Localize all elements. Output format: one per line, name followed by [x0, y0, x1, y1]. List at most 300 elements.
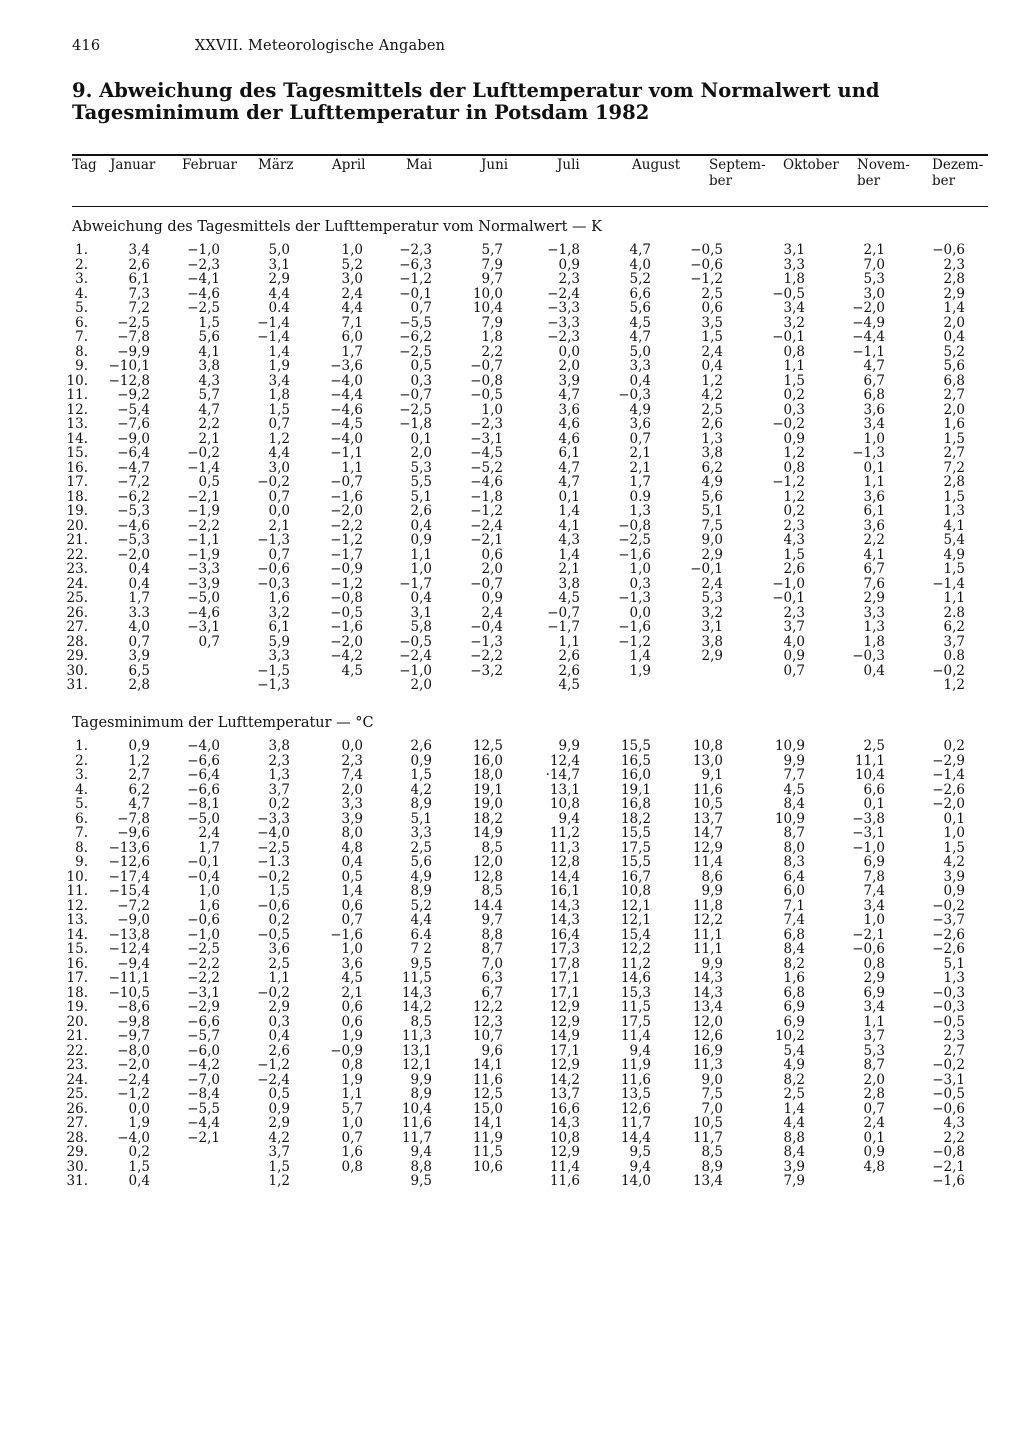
value-cell: 14,0 [620, 1173, 651, 1189]
value-cell: −2,3 [470, 416, 503, 432]
value-cell: −4,4 [330, 387, 363, 403]
value-cell: 1,0 [410, 561, 432, 577]
day-label: 16. [66, 459, 88, 476]
value-cell: 5,0 [268, 242, 290, 258]
value-cell: −2,1 [187, 1129, 220, 1146]
value-cell: −2,5 [399, 401, 432, 418]
column-header-6: Juni [481, 157, 509, 173]
value-cell: 2,5 [701, 285, 723, 302]
value-cell: −0,3 [852, 648, 885, 664]
value-cell: 1,3 [863, 619, 885, 635]
value-cell: −5,2 [470, 459, 503, 476]
table-row [0, 577, 1024, 592]
value-cell: −2,9 [187, 999, 220, 1015]
day-label: 9. [75, 358, 88, 374]
table-row [0, 664, 1024, 679]
value-cell: −1,2 [257, 1057, 290, 1073]
value-cell: −4,6 [187, 604, 220, 621]
value-cell: 10,6 [472, 1158, 503, 1175]
day-label: 14. [66, 430, 88, 447]
value-cell: −15,4 [108, 883, 150, 899]
value-cell: 9,7 [481, 271, 503, 287]
column-header-4: April [332, 157, 366, 173]
table-row [0, 562, 1024, 577]
value-cell: 1,0 [341, 941, 363, 957]
value-cell: −2,1 [470, 532, 503, 548]
value-cell: −4,0 [330, 372, 363, 389]
table-row [0, 1116, 1024, 1131]
column-header-8: August [632, 157, 681, 173]
value-cell: −2,2 [187, 970, 220, 986]
value-cell: 6,7 [481, 984, 503, 1001]
table-row [0, 812, 1024, 827]
value-cell: −0,5 [330, 604, 363, 621]
value-cell: −1,3 [257, 677, 290, 693]
value-cell: 3,6 [863, 488, 885, 505]
value-cell: 4,0 [783, 633, 805, 650]
value-cell: −1,2 [690, 271, 723, 287]
value-cell: 8,9 [410, 883, 432, 899]
value-cell: 2,4 [481, 604, 503, 621]
value-cell: 2,5 [863, 738, 885, 754]
value-cell: 2,9 [268, 999, 290, 1015]
value-cell: −0,7 [547, 604, 580, 621]
value-cell: 14,3 [549, 1115, 580, 1131]
value-cell: 14,2 [401, 999, 432, 1015]
value-cell: 1,0 [198, 883, 220, 899]
value-cell: 8,0 [783, 839, 805, 856]
value-cell: 16,4 [549, 926, 580, 943]
table-row [0, 301, 1024, 316]
value-cell: −9,7 [117, 1028, 150, 1044]
table-row [0, 388, 1024, 403]
value-cell: 5,6 [198, 329, 220, 345]
value-cell: 4,5 [629, 314, 651, 331]
value-cell: 11,2 [620, 955, 651, 972]
value-cell: 0,4 [268, 1028, 290, 1044]
value-cell: 13,0 [692, 752, 723, 769]
value-cell: −0,6 [932, 242, 965, 258]
value-cell: −4,0 [257, 825, 290, 841]
value-cell: 1,8 [783, 271, 805, 287]
value-cell: −1,6 [618, 619, 651, 635]
value-cell: 9,5 [410, 1173, 432, 1189]
table-row [0, 678, 1024, 693]
value-cell: 9,5 [629, 1144, 651, 1160]
value-cell: 2,5 [701, 401, 723, 418]
value-cell: −12,6 [108, 854, 150, 870]
value-cell: −0,8 [932, 1144, 965, 1160]
value-cell: 6,0 [783, 883, 805, 899]
value-cell: 0,1 [863, 796, 885, 812]
value-cell: 1,5 [783, 546, 805, 563]
value-cell: 17,5 [620, 1013, 651, 1030]
value-cell: 0,4 [128, 1173, 150, 1189]
table-row [0, 841, 1024, 856]
value-cell: 4,5 [783, 781, 805, 798]
value-cell: −1,5 [257, 662, 290, 679]
value-cell: −17,4 [108, 868, 150, 885]
value-cell: 14,7 [692, 825, 723, 841]
value-cell: 3,1 [701, 619, 723, 635]
value-cell: 14,1 [472, 1057, 503, 1073]
value-cell: −4,0 [117, 1129, 150, 1146]
value-cell: 3,7 [268, 1144, 290, 1160]
value-cell: 0,7 [268, 546, 290, 563]
value-cell: 3,9 [943, 868, 965, 885]
value-cell: 1,5 [410, 767, 432, 783]
value-cell: −1,2 [618, 633, 651, 650]
value-cell: −7,0 [187, 1071, 220, 1088]
value-cell: 4,3 [783, 532, 805, 548]
value-cell: 9,4 [629, 1042, 651, 1059]
value-cell: 3,3 [783, 256, 805, 273]
value-cell: 11,1 [692, 926, 723, 943]
value-cell: 4,7 [558, 387, 580, 403]
value-cell: −2,5 [117, 314, 150, 331]
value-cell: 9,9 [701, 883, 723, 899]
value-cell: 0,2 [783, 503, 805, 519]
value-cell: −2,0 [117, 546, 150, 563]
value-cell: 2,5 [783, 1086, 805, 1102]
value-cell: −0,6 [257, 561, 290, 577]
value-cell: 1,1 [341, 459, 363, 476]
value-cell: 1,0 [863, 430, 885, 447]
value-cell: −9,9 [117, 343, 150, 360]
value-cell: 1,6 [943, 416, 965, 432]
table-row [0, 986, 1024, 1001]
value-cell: 7,9 [783, 1173, 805, 1189]
value-cell: 1,7 [128, 590, 150, 606]
value-cell: −3,1 [932, 1071, 965, 1088]
value-cell: 6,3 [481, 970, 503, 986]
value-cell: 0,7 [341, 912, 363, 928]
value-cell: 19,1 [620, 781, 651, 798]
value-cell: −2,4 [257, 1071, 290, 1088]
value-cell: −4,0 [187, 738, 220, 754]
value-cell: 0,4 [410, 590, 432, 606]
value-cell: 0,4 [943, 329, 965, 345]
value-cell: −2,5 [618, 532, 651, 548]
value-cell: 8,2 [783, 1071, 805, 1088]
value-cell: 12,5 [472, 1086, 503, 1102]
value-cell: −0,2 [257, 474, 290, 490]
day-label: 12. [66, 401, 88, 418]
value-cell: 3,4 [863, 416, 885, 432]
value-cell: −0,3 [618, 387, 651, 403]
table-row [0, 649, 1024, 664]
value-cell: −11,1 [108, 970, 150, 986]
table-row [0, 870, 1024, 885]
value-cell: −3,3 [547, 300, 580, 316]
value-cell: 1,2 [783, 445, 805, 461]
day-label: 17. [66, 970, 88, 986]
value-cell: −2,0 [330, 633, 363, 650]
value-cell: 12,9 [692, 839, 723, 856]
value-cell: 1,0 [341, 242, 363, 258]
value-cell: 5,1 [943, 955, 965, 972]
value-cell: 7,6 [863, 575, 885, 592]
value-cell: −2,5 [399, 343, 432, 360]
day-label: 16. [66, 955, 88, 972]
value-cell: 1,3 [268, 767, 290, 783]
value-cell: 5,4 [943, 532, 965, 548]
day-label: 30. [66, 1158, 88, 1175]
value-cell: 3,2 [268, 604, 290, 621]
value-cell: −10,1 [108, 358, 150, 374]
table-row [0, 957, 1024, 972]
value-cell: 0,9 [783, 648, 805, 664]
value-cell: 4,1 [863, 546, 885, 563]
value-cell: 1,4 [629, 648, 651, 664]
value-cell: 2,0 [341, 781, 363, 798]
value-cell: 11,6 [472, 1071, 503, 1088]
day-label: 31. [66, 1173, 88, 1189]
value-cell: 1,9 [341, 1071, 363, 1088]
value-cell: −4,4 [852, 329, 885, 345]
value-cell: 16,6 [549, 1100, 580, 1117]
table-row [0, 432, 1024, 447]
value-cell: 0,2 [268, 796, 290, 812]
value-cell: −2,3 [399, 242, 432, 258]
value-cell: −1,3 [852, 445, 885, 461]
value-cell: 2,8 [863, 1086, 885, 1102]
value-cell: −0,7 [470, 575, 503, 592]
day-label: 21. [66, 532, 88, 548]
value-cell: −10,5 [108, 984, 150, 1001]
day-label: 2. [75, 256, 88, 273]
value-cell: 9,9 [558, 738, 580, 754]
value-cell: −1,4 [932, 767, 965, 783]
value-cell: 5,6 [701, 488, 723, 505]
value-cell: −4,4 [187, 1115, 220, 1131]
day-label: 3. [75, 767, 88, 783]
value-cell: 0,7 [629, 430, 651, 447]
table-row [0, 1073, 1024, 1088]
value-cell: 4,2 [410, 781, 432, 798]
value-cell: 0,8 [863, 955, 885, 972]
value-cell: 11,7 [401, 1129, 432, 1146]
value-cell: 13,4 [692, 999, 723, 1015]
value-cell: 2,1 [341, 984, 363, 1001]
day-label: 6. [75, 810, 88, 827]
table-row [0, 504, 1024, 519]
value-cell: −1,0 [852, 839, 885, 856]
value-cell: 2,6 [128, 256, 150, 273]
value-cell: 10,8 [620, 883, 651, 899]
value-cell: 2,4 [198, 825, 220, 841]
value-cell: 6,7 [863, 372, 885, 389]
value-cell: −4,6 [330, 401, 363, 418]
day-label: 1. [75, 242, 88, 258]
value-cell: 0,1 [558, 488, 580, 505]
value-cell: 11,6 [549, 1173, 580, 1189]
value-cell: 5,1 [410, 488, 432, 505]
value-cell: 14,9 [549, 1028, 580, 1044]
day-label: 9. [75, 854, 88, 870]
value-cell: 3,6 [863, 401, 885, 418]
value-cell: 2,2 [943, 1129, 965, 1146]
value-cell: 1,2 [268, 430, 290, 447]
value-cell: 6,8 [943, 372, 965, 389]
value-cell: −1,8 [399, 416, 432, 432]
value-cell: −0,3 [257, 575, 290, 592]
value-cell: 5,1 [410, 810, 432, 827]
value-cell: −0,5 [772, 285, 805, 302]
value-cell: 8,4 [783, 796, 805, 812]
value-cell: 1,9 [128, 1115, 150, 1131]
value-cell: 0.9 [629, 488, 651, 505]
value-cell: −9,8 [117, 1013, 150, 1030]
table-row [0, 461, 1024, 476]
value-cell: −1.3 [257, 854, 290, 870]
value-cell: 0,3 [629, 575, 651, 592]
value-cell: −6,2 [117, 488, 150, 505]
value-cell: 1,0 [341, 1115, 363, 1131]
value-cell: 2,2 [481, 343, 503, 360]
day-label: 25. [66, 590, 88, 606]
value-cell: 4,5 [558, 677, 580, 693]
value-cell: 2,4 [701, 575, 723, 592]
value-cell: −4,9 [852, 314, 885, 331]
value-cell: 12,2 [620, 941, 651, 957]
value-cell: −9,6 [117, 825, 150, 841]
table-row [0, 768, 1024, 783]
day-label: 28. [66, 1129, 88, 1146]
table-row [0, 359, 1024, 374]
header-top-rule [72, 154, 988, 156]
value-cell: −3,1 [852, 825, 885, 841]
value-cell: 0,7 [198, 633, 220, 650]
value-cell: 3,2 [783, 314, 805, 331]
value-cell: 6,5 [128, 662, 150, 679]
value-cell: 18,2 [620, 810, 651, 827]
value-cell: 0,1 [410, 430, 432, 447]
value-cell: 7,0 [701, 1100, 723, 1117]
value-cell: 17,5 [620, 839, 651, 856]
value-cell: −3,1 [187, 619, 220, 635]
value-cell: 0,6 [341, 1013, 363, 1030]
value-cell: −0,4 [470, 619, 503, 635]
value-cell: 1,4 [558, 546, 580, 563]
value-cell: 5,4 [783, 1042, 805, 1059]
value-cell: 12,9 [549, 999, 580, 1015]
value-cell: 0,2 [128, 1144, 150, 1160]
value-cell: 12,3 [472, 1013, 503, 1030]
day-label: 19. [66, 999, 88, 1015]
value-cell: 6,2 [128, 781, 150, 798]
value-cell: 6,6 [629, 285, 651, 302]
value-cell: −8,6 [117, 999, 150, 1015]
value-cell: −4,5 [330, 416, 363, 432]
value-cell: −1,2 [470, 503, 503, 519]
value-cell: 9,4 [629, 1158, 651, 1175]
value-cell: −0,1 [772, 329, 805, 345]
value-cell: 13,1 [549, 781, 580, 798]
value-cell: 6,9 [783, 999, 805, 1015]
value-cell: 5,3 [863, 1042, 885, 1059]
value-cell: 0,0 [128, 1100, 150, 1117]
value-cell: −0,6 [690, 256, 723, 273]
value-cell: 0,6 [701, 300, 723, 316]
value-cell: 0,3 [268, 1013, 290, 1030]
value-cell: 4,5 [341, 662, 363, 679]
value-cell: 6,9 [863, 984, 885, 1001]
value-cell: 8,7 [783, 825, 805, 841]
value-cell: 0,0 [268, 503, 290, 519]
value-cell: −0,6 [852, 941, 885, 957]
value-cell: 12,6 [692, 1028, 723, 1044]
value-cell: −2,0 [852, 300, 885, 316]
value-cell: 9,5 [410, 955, 432, 972]
table-row [0, 446, 1024, 461]
value-cell: −1,0 [187, 926, 220, 943]
value-cell: 1,2 [783, 488, 805, 505]
value-cell: 13,4 [692, 1173, 723, 1189]
value-cell: 4,2 [701, 387, 723, 403]
value-cell: 12,1 [620, 897, 651, 914]
value-cell: 3,0 [268, 459, 290, 476]
value-cell: 3,0 [863, 285, 885, 302]
value-cell: 5,9 [268, 633, 290, 650]
value-cell: −3,6 [330, 358, 363, 374]
day-label: 15. [66, 445, 88, 461]
value-cell: 12,4 [549, 752, 580, 769]
value-cell: 14,3 [401, 984, 432, 1001]
value-cell: −7,8 [117, 810, 150, 827]
value-cell: 15,4 [620, 926, 651, 943]
value-cell: −0,2 [932, 662, 965, 679]
value-cell: −13,8 [108, 926, 150, 943]
value-cell: 8,9 [410, 796, 432, 812]
value-cell: −2,3 [187, 256, 220, 273]
value-cell: 4,7 [128, 796, 150, 812]
value-cell: 3,6 [629, 416, 651, 432]
value-cell: −0,6 [187, 912, 220, 928]
value-cell: 3,8 [198, 358, 220, 374]
value-cell: 0,1 [863, 1129, 885, 1146]
value-cell: 3,9 [341, 810, 363, 827]
value-cell: 5,6 [629, 300, 651, 316]
value-cell: 8,8 [481, 926, 503, 943]
value-cell: 3,4 [863, 999, 885, 1015]
day-label: 1. [75, 738, 88, 754]
value-cell: −9,4 [117, 955, 150, 972]
value-cell: 13,1 [401, 1042, 432, 1059]
value-cell: 2,1 [268, 517, 290, 534]
value-cell: 1,6 [268, 590, 290, 606]
table-row [0, 1087, 1024, 1102]
day-label: 8. [75, 839, 88, 856]
value-cell: 5,2 [943, 343, 965, 360]
value-cell: −1,8 [470, 488, 503, 505]
value-cell: −1,4 [187, 459, 220, 476]
value-cell: 1,6 [198, 897, 220, 914]
value-cell: 0,4 [128, 561, 150, 577]
value-cell: 4,6 [558, 430, 580, 447]
column-header-2: Februar [182, 157, 237, 173]
value-cell: 2,4 [701, 343, 723, 360]
value-cell: 0,9 [558, 256, 580, 273]
value-cell: 6,8 [783, 926, 805, 943]
value-cell: 3,6 [863, 517, 885, 534]
value-cell: 1,6 [341, 1144, 363, 1160]
day-label: 29. [66, 648, 88, 664]
value-cell: −0,2 [772, 416, 805, 432]
column-header-row [0, 157, 1024, 201]
value-cell: 7 2 [410, 941, 432, 957]
value-cell: 18,2 [472, 810, 503, 827]
